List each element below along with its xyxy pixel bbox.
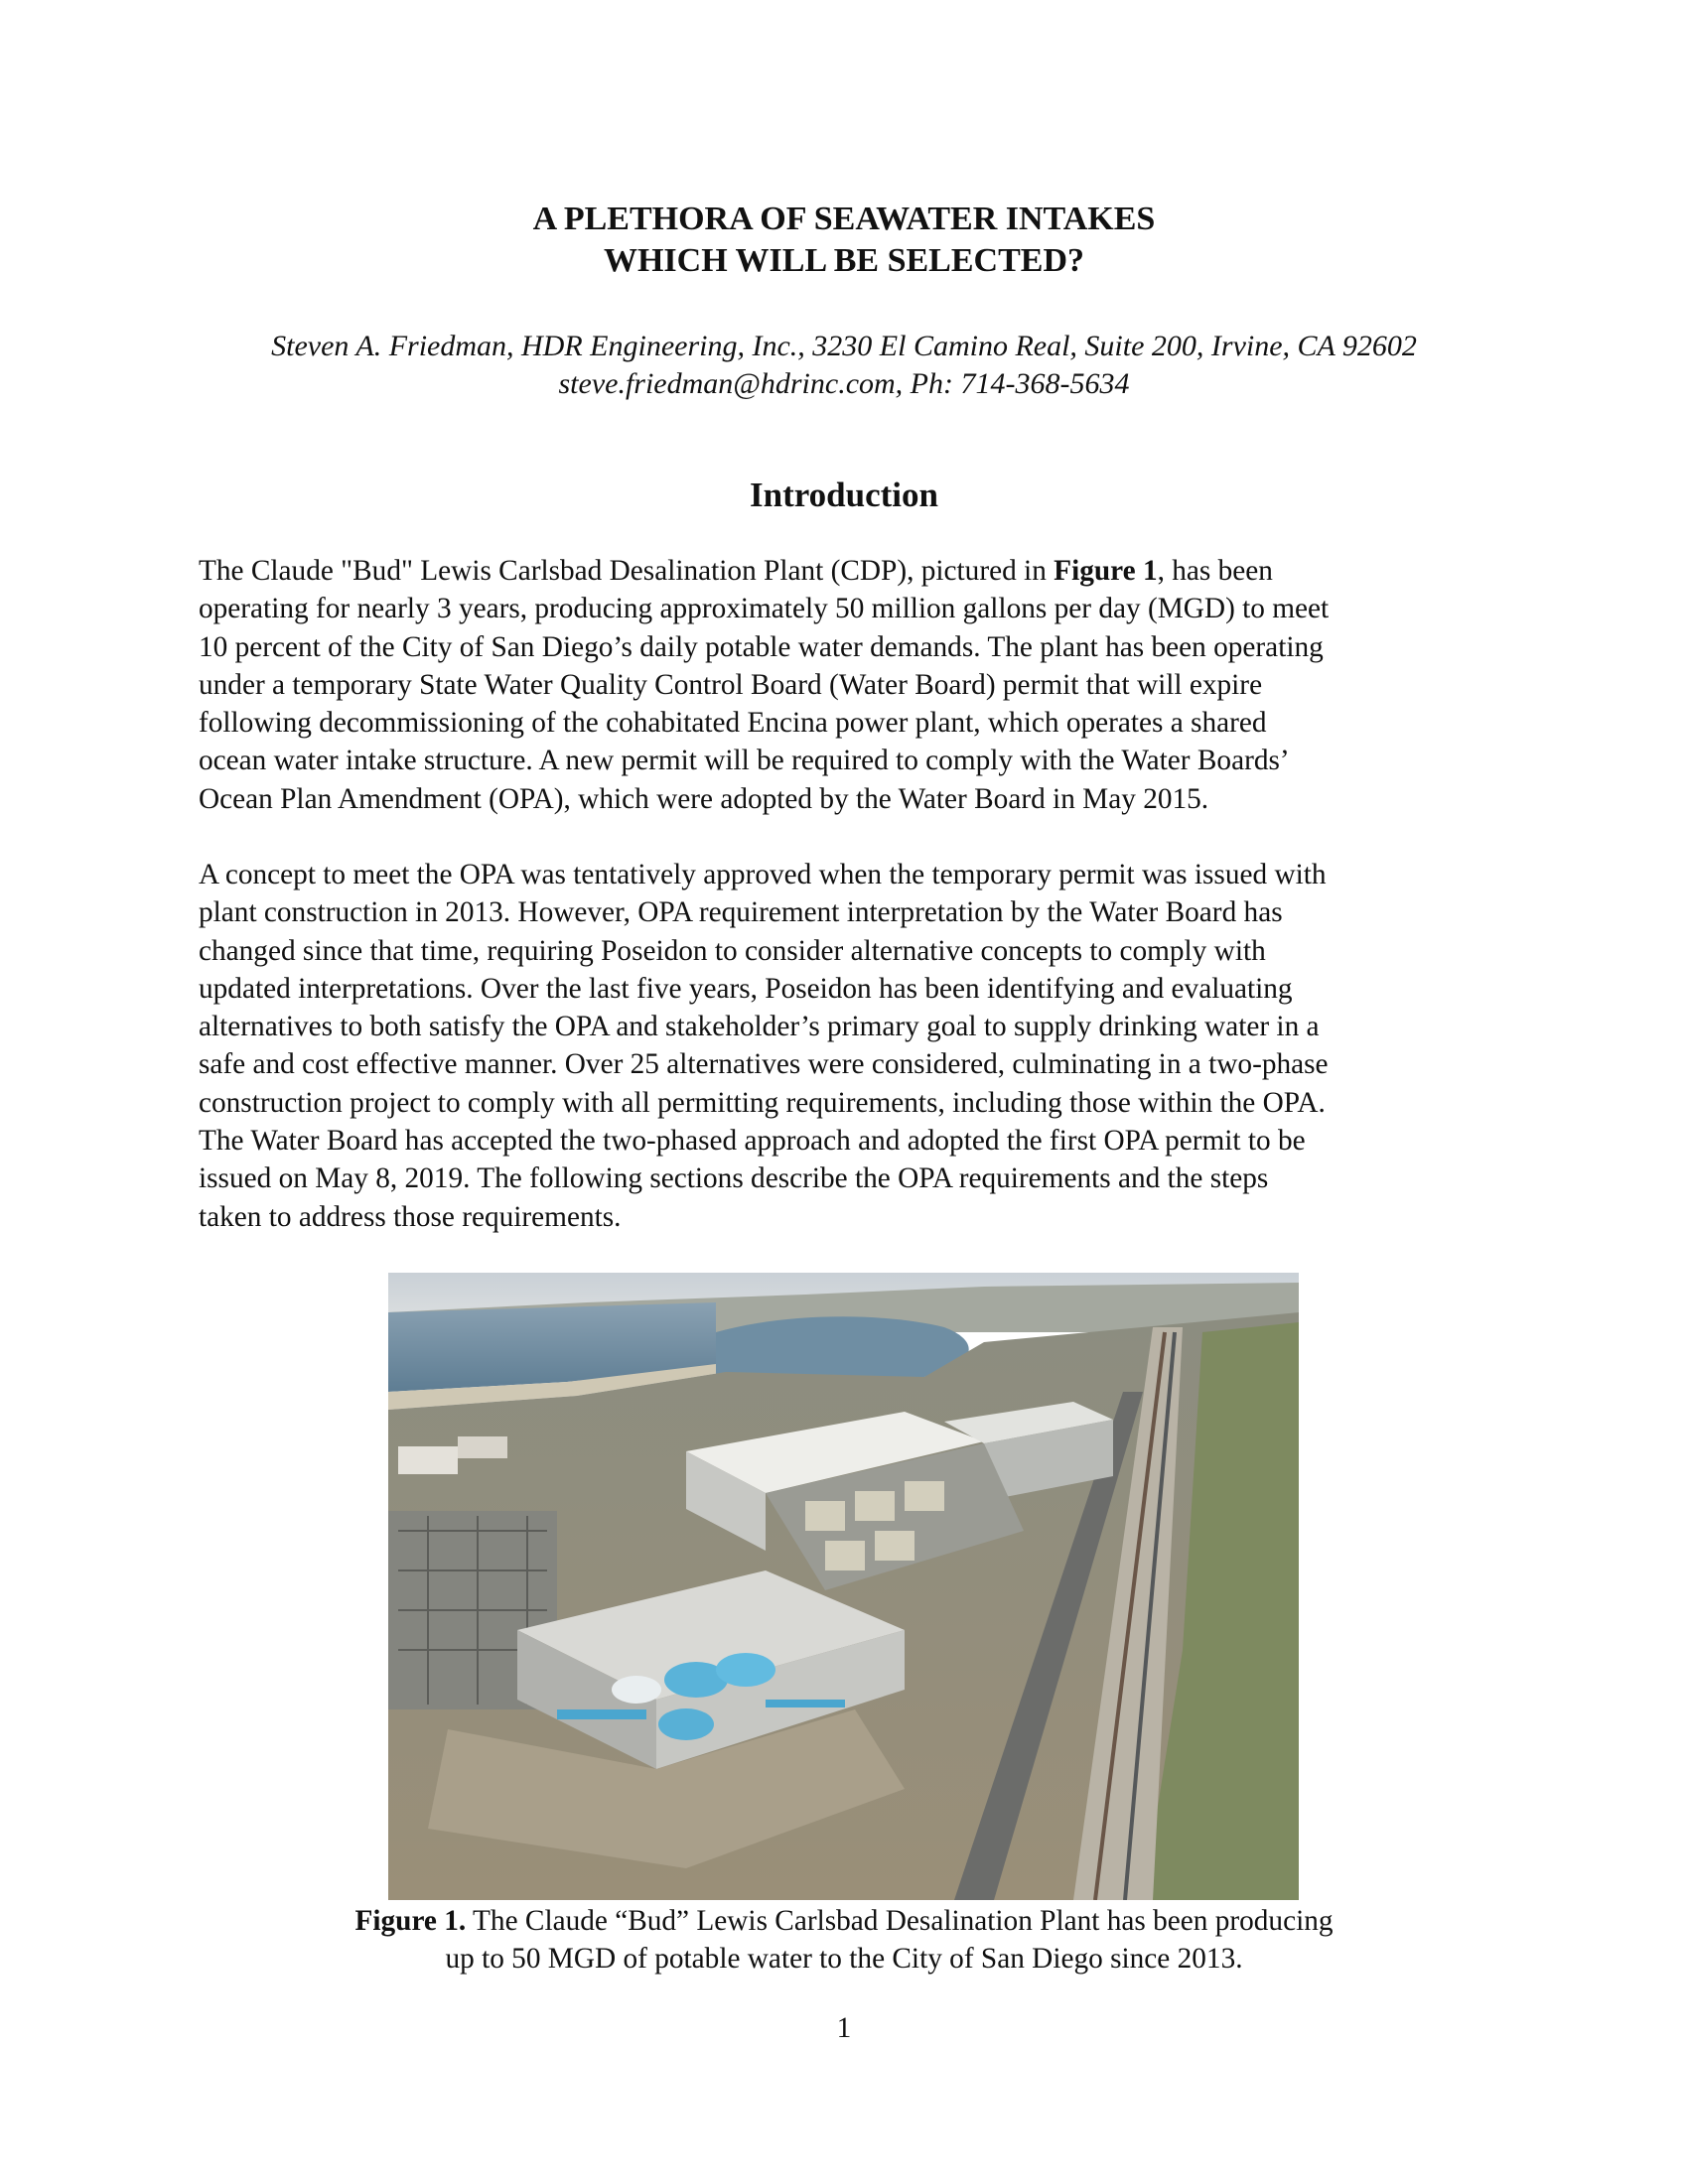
paragraph-1-line: under a temporary State Water Quality Control Board (Water Board) permit that will expire <box>199 668 1263 701</box>
small-building <box>398 1446 458 1474</box>
paragraph-2-line: changed since that time, requiring Poseidon to consider alternative concepts to comply with <box>199 934 1266 967</box>
page-number: 1 <box>836 2012 852 2044</box>
paragraph-1-line-1 <box>199 552 1509 590</box>
paragraph-1-line: operating for nearly 3 years, producing approximately 50 million gallons per day (MGD) to meet <box>199 593 1330 625</box>
paragraph-2-line: plant construction in 2013. However, OPA requirement interpretation by the Water Board has <box>199 896 1283 929</box>
paragraph-2-line: issued on May 8, 2019. The following sections describe the OPA requirements and the steps <box>199 1162 1269 1195</box>
aerial-plant-illustration <box>388 1273 1299 1900</box>
author-contact: steve.friedman@hdrinc.com, Ph: 714-368-5634 <box>558 367 1130 400</box>
paragraph-1-line: ocean water intake structure. A new permit will be required to comply with the Water Boards’ <box>199 745 1290 777</box>
figure-1-reference: Figure 1 <box>1054 555 1158 587</box>
paragraph-1-lead: The Claude "Bud" Lewis Carlsbad Desalination Plant (CDP), pictured in <box>199 555 1055 587</box>
paper-title <box>0 199 1688 282</box>
caption-text-1: The Claude “Bud” Lewis Carlsbad Desalination Plant has been producing <box>466 1905 1334 1937</box>
author-affiliation: Steven A. Friedman, HDR Engineering, Inc., 3230 El Camino Real, Suite 200, Irvine, CA 92602 <box>271 330 1417 362</box>
figure-1-caption <box>0 1902 1688 1978</box>
paragraph-2-line: alternatives to both satisfy the OPA and stakeholder’s primary goal to supply drinking water in a <box>199 1011 1320 1043</box>
paragraph-2-line: taken to address those requirements. <box>199 1200 622 1233</box>
paragraph-2-line: updated interpretations. Over the last five years, Poseidon has been identifying and evaluating <box>199 972 1293 1005</box>
paragraph-2 <box>199 856 1509 1236</box>
paragraph-1-after-ref: , has been <box>1157 555 1273 587</box>
paragraph-2-line: The Water Board has accepted the two-phased approach and adopted the first OPA permit to be <box>199 1125 1306 1158</box>
figure-label: Figure 1. <box>354 1905 467 1937</box>
title-line-2: WHICH WILL BE SELECTED? <box>603 242 1085 279</box>
paragraph-2-line: construction project to comply with all permitting requirements, including those within the OPA. <box>199 1086 1326 1119</box>
paragraph-1-line: Ocean Plan Amendment (OPA), which were adopted by the Water Board in May 2015. <box>199 782 1209 815</box>
paragraph-2-line: safe and cost effective manner. Over 25 alternatives were considered, culminating in a two-phase <box>199 1048 1329 1081</box>
section-heading-introduction: Introduction <box>750 476 938 514</box>
paragraph-1 <box>199 552 1509 818</box>
paragraph-1-line: following decommissioning of the cohabitated Encina power plant, which operates a shared <box>199 707 1267 740</box>
figure-1-photo <box>388 1273 1299 1900</box>
caption-line-2: up to 50 MGD of potable water to the City of San Diego since 2013. <box>445 1943 1243 1975</box>
paragraph-2-line: A concept to meet the OPA was tentatively approved when the temporary permit was issued with <box>199 859 1327 890</box>
paragraph-1-line: 10 percent of the City of San Diego’s daily potable water demands. The plant has been operating <box>199 630 1324 663</box>
author-block <box>0 328 1688 403</box>
small-building <box>458 1436 507 1458</box>
title-line-1: A PLETHORA OF SEAWATER INTAKES <box>532 201 1156 237</box>
caption-line-1 <box>0 1902 1688 1940</box>
